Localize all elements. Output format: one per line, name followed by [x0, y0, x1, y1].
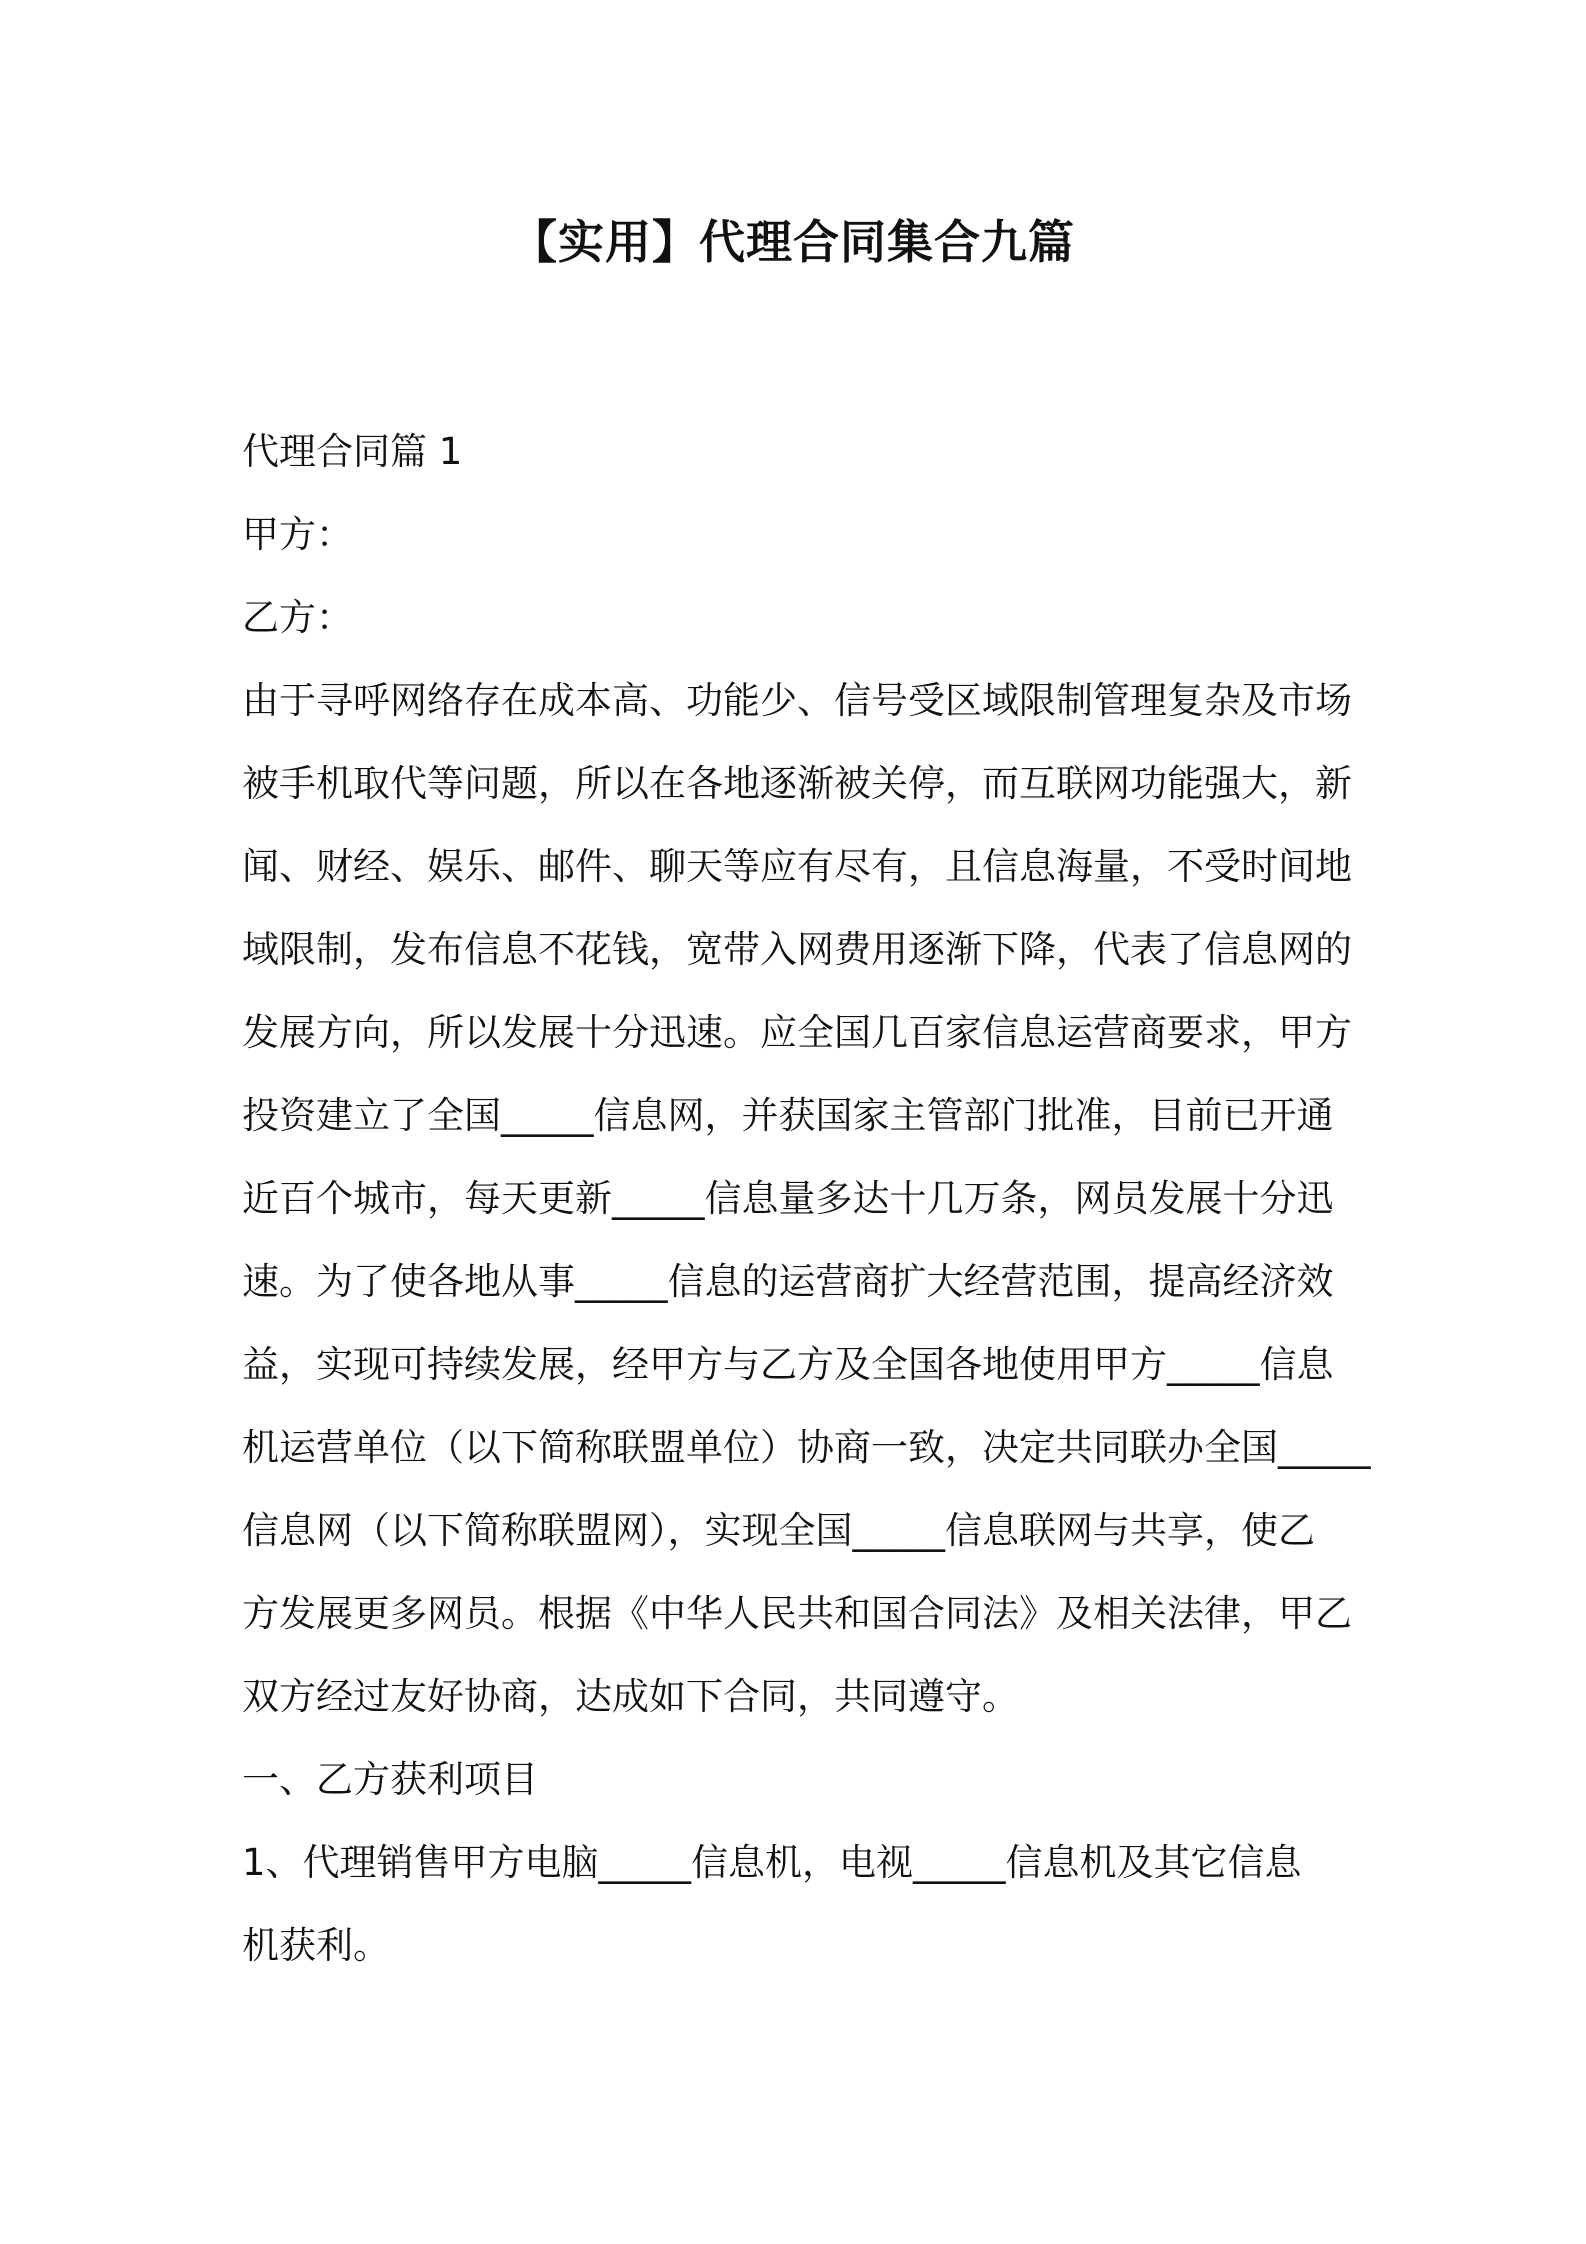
- paragraph-line: 域限制，发布信息不花钱，宽带入网费用逐渐下降，代表了信息网的: [242, 928, 1352, 971]
- paragraph-line: 投资建立了全国_____信息网，并获国家主管部门批准，目前已开通: [242, 1094, 1334, 1137]
- paragraph-line: 闻、财经、娱乐、邮件、聊天等应有尽有，且信息海量，不受时间地: [242, 845, 1352, 888]
- clause-heading: 一、乙方获利项目: [242, 1758, 538, 1801]
- party-a-label: 甲方：: [242, 513, 353, 556]
- paragraph-line: 近百个城市，每天更新_____信息量多达十几万条，网员发展十分迅: [242, 1177, 1334, 1220]
- paragraph-line: 1、代理销售甲方电脑_____信息机，电视_____信息机及其它信息: [242, 1841, 1302, 1884]
- intro-paragraph: [242, 659, 1371, 1738]
- paragraph-line: 被手机取代等问题，所以在各地逐渐被关停，而互联网功能强大，新: [242, 762, 1352, 805]
- paragraph-line: 机获利。: [242, 1924, 390, 1967]
- document-body: [242, 410, 1371, 1987]
- paragraph-line: 发展方向，所以发展十分迅速。应全国几百家信息运营商要求，甲方: [242, 1011, 1352, 1054]
- clause-1-paragraph: [242, 1821, 1357, 1987]
- section-heading: 代理合同篇 1: [242, 430, 463, 473]
- paragraph-line: 双方经过友好协商，达成如下合同，共同遵守。: [242, 1675, 1019, 1718]
- paragraph-line: 方发展更多网员。根据《中华人民共和国合同法》及相关法律，甲乙: [242, 1592, 1352, 1635]
- party-b-label: 乙方：: [242, 596, 353, 639]
- paragraph-line: 益，实现可持续发展，经甲方与乙方及全国各地使用甲方_____信息: [242, 1343, 1334, 1386]
- paragraph-line: 速。为了使各地从事_____信息的运营商扩大经营范围，提高经济效: [242, 1260, 1334, 1303]
- paragraph-line: 信息网（以下简称联盟网），实现全国_____信息联网与共享，使乙: [242, 1509, 1315, 1552]
- document-title: 【实用】代理合同集合九篇: [511, 215, 1075, 269]
- paragraph-line: 机运营单位（以下简称联盟单位）协商一致，决定共同联办全国_____: [242, 1426, 1371, 1469]
- paragraph-line: 由于寻呼网络存在成本高、功能少、信号受区域限制管理复杂及市场: [242, 679, 1352, 722]
